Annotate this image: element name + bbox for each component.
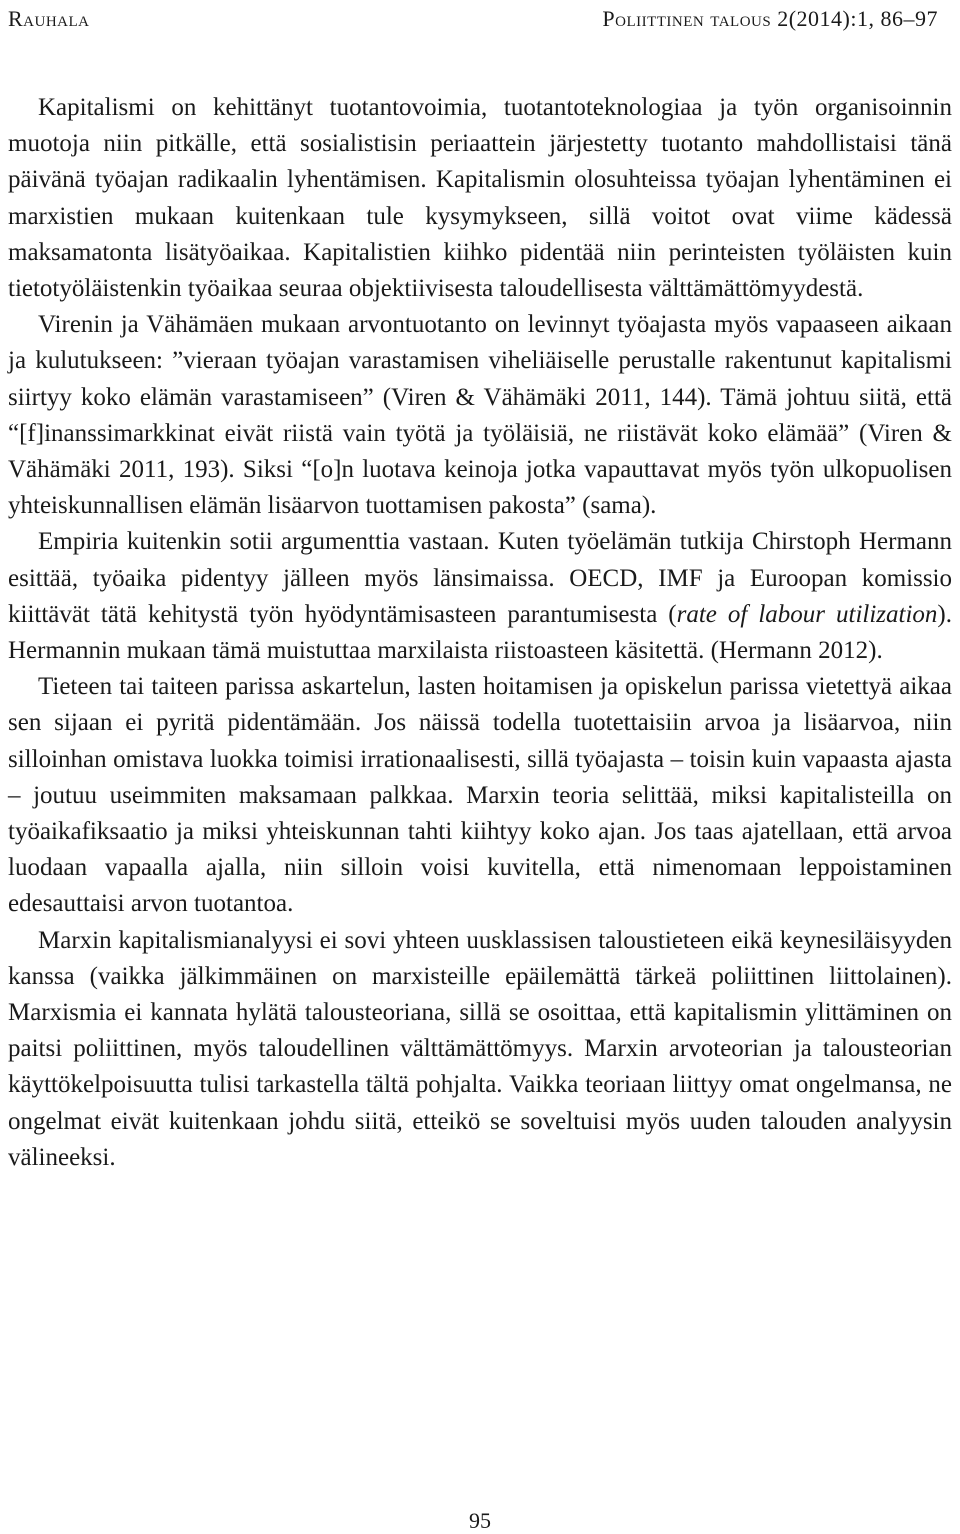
running-header-journal: Poliittinen talous 2(2014):1, 86–97	[602, 6, 938, 31]
paragraph-4: Tieteen tai taiteen parissa askartelun, lasten hoitamisen ja opiskelun parissa vietettyä aikaa sen sijaan ei pyritä pidentämään. Jos näissä todella tuotettaisiin arvoa ja lisäarvoa, niin silloinhan omistava luokka toimisi irrationaalisesti, sillä työajasta – toisin kuin vapaasta ajasta – joutuu useimmiten maksamaan palkkaa. Marxin teoria selittää, miksi kapitalisteilla on työaikafiksaatio ja miksi yhteiskunnan tahti kiihtyy koko ajan. Jos taas ajatellaan, että arvoa luodaan vapaalla ajalla, niin silloin voisi kuvitella, että nimenomaan leppoistaminen edesauttaisi arvon tuotantoa.	[8, 673, 952, 918]
paragraph-3-text-after: ). Hermannin mukaan tämä muistuttaa marxilaista riistoasteen käsitettä. (Hermann 2012).	[8, 600, 952, 665]
paragraph-1: Kapitalismi on kehittänyt tuotantovoimia, tuotantoteknologiaa ja työn organisoinnin muotoja niin pitkälle, että sosialistisin periaattein järjestetty tuotanto mahdollistaisi tänä päivänä työajan radikaalin lyhentämisen. Kapitalismin olosuhteissa työajan lyhentäminen ei marxistien mukaan kuitenkaan tule kysymykseen, sillä voitot ovat viime kädessä maksamatonta lisätyöaikaa. Kapitalistien kiihko pidentää niin perinteisten työläisten kuin tietotyöläistenkin työaikaa seuraa objektiivisesta taloudellisesta välttämättömyydestä.	[8, 94, 952, 303]
paragraph-3-text-before: Empiria kuitenkin sotii argumenttia vastaan. Kuten työelämän tutkija Chirstoph Hermann esittää, työaika pidentyy jälleen myös länsimaissa. OECD, IMF ja Euroopan komissio kiittävät tätä kehitystä työn hyödyntämisasteen parantumisesta (	[8, 528, 952, 628]
paragraph-2: Virenin ja Vähämäen mukaan arvontuotanto on levinnyt työajasta myös vapaaseen aikaan ja kulutukseen: ”vieraan työajan varastamisen viheliäiselle perustalle rakentunut kapitalismi siirtyy koko elämän varastamiseen” (Viren & Vähämäki 2011, 144). Tämä johtuu siitä, että “[f]inanssimarkkinat eivät riistä vain työtä ja työläisiä, ne riistävät koko elämää” (Viren & Vähämäki 2011, 193). Siksi “[o]n luotava keinoja jotka vapauttavat myös työn ulkopuolisen yhteiskunnallisen elämän lisäarvon tuottamisen pakosta” (sama).	[8, 311, 952, 520]
running-header	[8, 6, 938, 36]
paragraph-3	[8, 524, 952, 669]
page-number: 95	[469, 1508, 491, 1533]
italic-term: rate of labour utilization	[676, 600, 938, 628]
running-header-author: Rauhala	[8, 6, 90, 31]
paragraph-5: Marxin kapitalismianalyysi ei sovi yhteen uusklassisen taloustieteen eikä keynesiläisyyden kanssa (vaikka jälkimmäinen on marxisteille epäilemättä tärkeä poliittinen liittolainen). Marxismia ei kannata hylätä talousteoriana, sillä se osoittaa, että kapitalismin ylittäminen on paitsi poliittinen, myös taloudellinen välttämättömyys. Marxin arvoteorian ja talousteorian käyttökelpoisuutta tulisi tarkastella tältä pohjalta. Vaikka teoriaan liittyy omat ongelmansa, ne ongelmat eivät kuitenkaan johdu siitä, etteikö se soveltuisi myös uuden talouden analyysin välineeksi.	[8, 926, 952, 1171]
article-body	[8, 90, 952, 1176]
